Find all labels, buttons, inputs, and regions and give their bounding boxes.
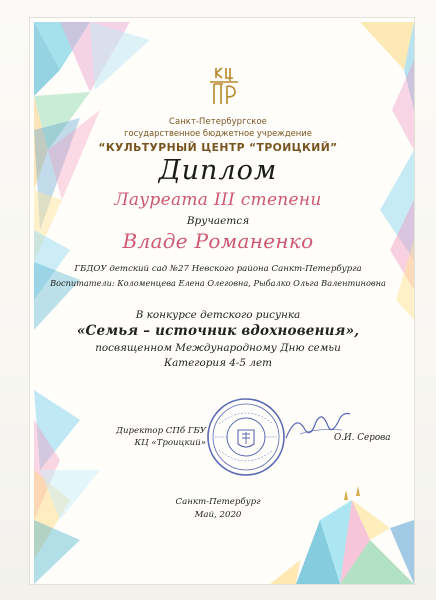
contest-intro: В конкурсе детского рисунка [135, 309, 301, 321]
official-stamp [205, 396, 287, 478]
award-degree: Лауреата III степени [114, 190, 322, 210]
contest-dedication: посвященном Международному Дню семьи [95, 342, 341, 354]
issue-date: Май, 2020 [194, 510, 242, 520]
document-title: Диплом [158, 155, 278, 186]
organization-name: “КУЛЬТУРНЫЙ ЦЕНТР “ТРОИЦКИЙ” [98, 141, 338, 154]
issue-city: Санкт-Петербург [175, 497, 261, 507]
contest-category: Категория 4-5 лет [164, 357, 272, 369]
contest-name: «Семья – источник вдохновения», [76, 323, 360, 339]
signatory-title-line-1: Директор СПб ГБУ [116, 426, 207, 436]
school-name: ГБДОУ детский сад №27 Невского района Санкт-Петербурга [74, 264, 362, 274]
recipient-name: Владе Романенко [122, 229, 314, 253]
signatory-title-line-2: КЦ «Троицкий» [134, 438, 206, 448]
teachers-line: Воспитатели: Коломенцева Елена Олеговна, Рыбалко Ольга Валентиновна [50, 278, 386, 288]
organization-line-2: государственное бюджетное учреждение [124, 128, 312, 138]
signatory-name: О.И. Серова [334, 433, 391, 443]
organization-line-1: Санкт-Петербургское [169, 116, 267, 126]
awarded-label: Вручается [186, 215, 250, 227]
kc-troitsky-logo [204, 64, 244, 108]
